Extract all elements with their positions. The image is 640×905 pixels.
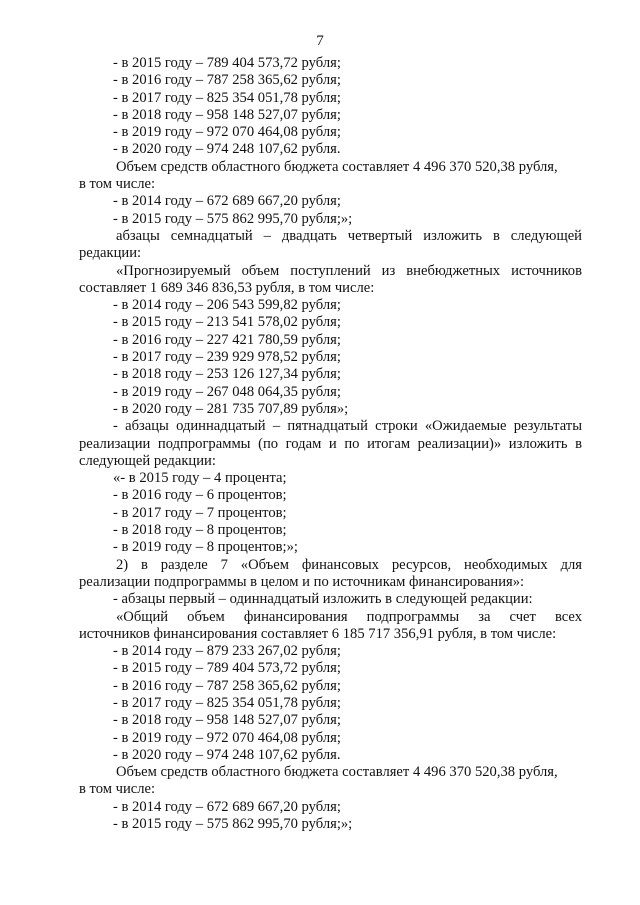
- document-body: [79, 55, 582, 833]
- text-line: абзацы семнадцатый – двадцать четвертый изложить в следующей: [116, 227, 582, 244]
- text-line: - в 2018 году – 253 126 127,34 рубля;: [113, 366, 341, 383]
- text-line: - в 2019 году – 972 070 464,08 рубля;: [113, 729, 341, 746]
- text-line: Объем средств областного бюджета составляет 4 496 370 520,38 рубля,: [116, 764, 558, 781]
- text-line: - в 2018 году – 958 148 527,07 рубля;: [113, 106, 341, 123]
- text-line: - в 2016 году – 227 421 780,59 рубля;: [113, 331, 341, 348]
- text-line: - в 2017 году – 825 354 051,78 рубля;: [113, 89, 341, 106]
- text-line: Объем средств областного бюджета составляет 4 496 370 520,38 рубля,: [116, 158, 558, 175]
- text-line: - в 2015 году – 575 862 995,70 рубля;»;: [113, 816, 353, 833]
- text-line: - в 2017 году – 7 процентов;: [113, 504, 287, 521]
- text-line: - в 2016 году – 6 процентов;: [113, 487, 287, 504]
- text-line: - в 2014 году – 672 689 667,20 рубля;: [113, 798, 341, 815]
- text-line: - в 2014 году – 206 543 599,82 рубля;: [113, 297, 341, 314]
- text-line: - в 2019 году – 267 048 064,35 рубля;: [113, 383, 341, 400]
- text-line: «Прогнозируемый объем поступлений из внебюджетных источников: [116, 262, 582, 279]
- text-line: - в 2020 году – 974 248 107,62 рубля.: [113, 141, 341, 158]
- text-line: составляет 1 689 346 836,53 рубля, в том числе:: [79, 279, 375, 296]
- text-line: - в 2014 году – 672 689 667,20 рубля;: [113, 193, 341, 210]
- text-line: - в 2017 году – 239 929 978,52 рубля;: [113, 349, 341, 366]
- text-line: - в 2016 году – 787 258 365,62 рубля;: [113, 72, 341, 89]
- page-number: 7: [316, 33, 324, 49]
- text-line: - в 2020 году – 281 735 707,89 рубля»;: [113, 400, 349, 417]
- text-line: реализации подпрограммы (по годам и по итогам реализации)» изложить в: [79, 435, 582, 452]
- text-line: - в 2015 году – 213 541 578,02 рубля;: [113, 314, 341, 331]
- text-line: «- в 2015 году – 4 процента;: [113, 470, 287, 487]
- text-line: - в 2017 году – 825 354 051,78 рубля;: [113, 694, 341, 711]
- text-line: - в 2018 году – 8 процентов;: [113, 522, 287, 539]
- text-line: следующей редакции:: [79, 452, 216, 469]
- text-line: в том числе:: [79, 176, 156, 193]
- text-line: - в 2016 году – 787 258 365,62 рубля;: [113, 677, 341, 694]
- text-line: - абзацы первый – одиннадцатый изложить в следующей редакции:: [113, 591, 533, 608]
- text-line: реализации подпрограммы в целом и по источникам финансирования»:: [79, 573, 525, 590]
- text-line: 2) в разделе 7 «Объем финансовых ресурсов, необходимых для: [116, 556, 582, 573]
- text-line: - в 2019 году – 8 процентов;»;: [113, 539, 298, 556]
- text-line: в том числе:: [79, 781, 156, 798]
- text-line: «Общий объем финансирования подпрограммы за счет всех: [116, 608, 582, 625]
- text-line: - в 2020 году – 974 248 107,62 рубля.: [113, 746, 341, 763]
- text-line: - в 2014 году – 879 233 267,02 рубля;: [113, 643, 341, 660]
- text-line: - в 2015 году – 575 862 995,70 рубля;»;: [113, 210, 353, 227]
- text-line: - в 2015 году – 789 404 573,72 рубля;: [113, 55, 341, 71]
- text-line: - в 2019 году – 972 070 464,08 рубля;: [113, 124, 341, 141]
- text-line: - в 2015 году – 789 404 573,72 рубля;: [113, 660, 341, 677]
- text-line: - абзацы одиннадцатый – пятнадцатый строки «Ожидаемые результаты: [113, 418, 582, 435]
- text-line: источников финансирования составляет 6 185 717 356,91 рубля, в том числе:: [79, 625, 557, 642]
- text-line: - в 2018 году – 958 148 527,07 рубля;: [113, 712, 341, 729]
- text-line: редакции:: [79, 245, 142, 262]
